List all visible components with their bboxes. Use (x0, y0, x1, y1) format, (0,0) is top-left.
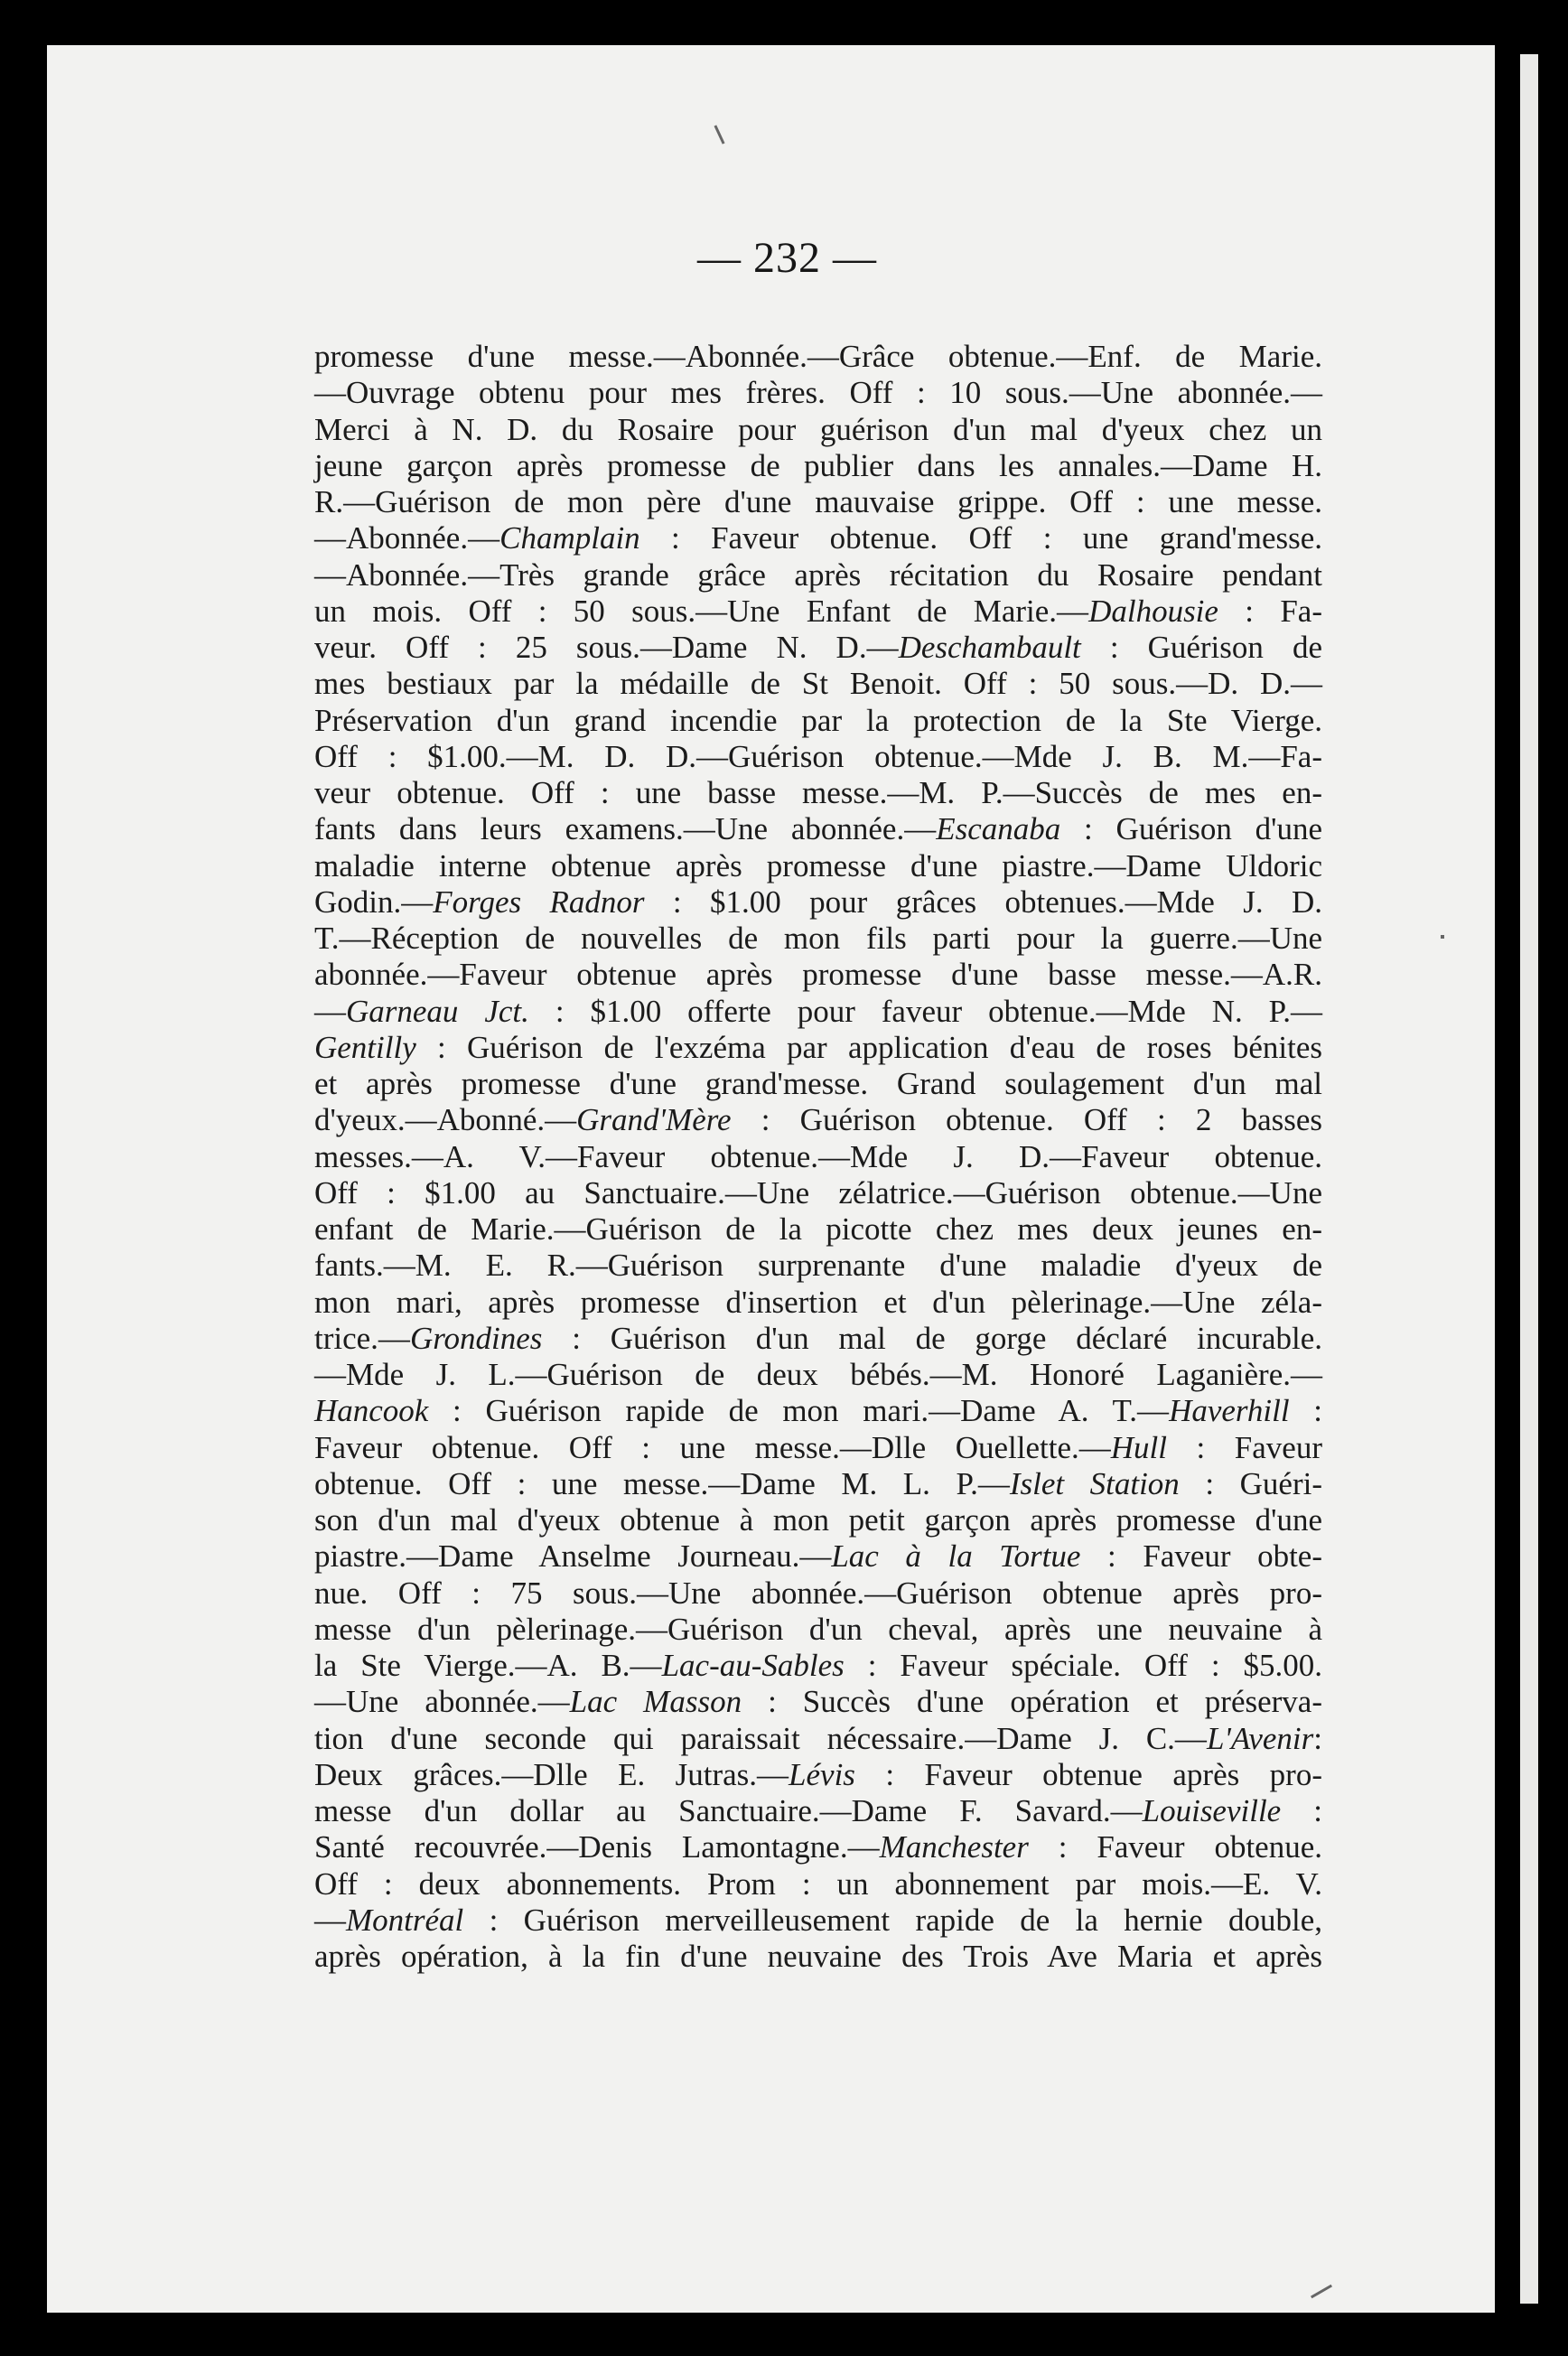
text-line (314, 703, 1322, 739)
text-line (314, 1102, 1322, 1138)
text-segment: : $1.00 pour grâces obtenues.—Mde J. D. (644, 884, 1323, 920)
text-segment: : Guérison d'une (1060, 811, 1322, 847)
text-segment: Préservation d'un grand incendie par la protection de la Ste Vierge. (314, 702, 1322, 738)
text-segment: : Guérison rapide de mon mari.—Dame A. T.— (428, 1393, 1170, 1429)
text-line (314, 1612, 1322, 1648)
text-line (314, 1466, 1322, 1502)
place-name: Escanaba (936, 811, 1061, 847)
text-segment: —Ouvrage obtenu pour mes frères. Off : 10 sous.—Une abonnée.— (314, 375, 1322, 411)
text-line (314, 957, 1322, 993)
text-segment: Off : $1.00 au Sanctuaire.—Une zélatrice.—Guérison obtenue.—Une (314, 1174, 1322, 1211)
text-line (314, 921, 1322, 957)
text-line (314, 775, 1322, 811)
text-line (314, 484, 1322, 520)
text-line (314, 1757, 1322, 1793)
place-name: Lac à la Tortue (831, 1538, 1081, 1575)
text-line (314, 1175, 1322, 1211)
text-segment: : Faveur (1167, 1429, 1322, 1465)
place-name: Hancook (314, 1393, 429, 1429)
text-line (314, 994, 1322, 1030)
text-segment: veur. Off : 25 sous.—Dame N. D.— (314, 630, 899, 665)
text-line (314, 739, 1322, 775)
text-line (314, 1575, 1322, 1612)
place-name: Garneau Jct. (346, 993, 529, 1029)
text-segment: : Faveur obtenue. Off : une grand'messe. (639, 520, 1322, 556)
text-line (314, 1939, 1322, 1975)
text-segment: un mois. Off : 50 sous.—Une Enfant de Marie.— (314, 593, 1089, 629)
text-segment: enfant de Marie.—Guérison de la picotte chez mes deux jeunes en- (314, 1211, 1322, 1247)
text-segment: R.—Guérison de mon père d'une mauvaise grippe. Off : une messe. (314, 484, 1322, 519)
text-line (314, 811, 1322, 847)
text-segment: : Guérison merveilleusement rapide de la hernie double, (463, 1902, 1322, 1938)
text-segment: : Faveur spéciale. Off : $5.00. (844, 1648, 1322, 1683)
text-segment: : Guérison obtenue. Off : 2 basses (731, 1102, 1322, 1138)
text-line (314, 1866, 1322, 1903)
text-segment: Godin.— (314, 884, 434, 920)
text-line (314, 375, 1322, 411)
text-segment: tion d'une seconde qui paraissait nécessaire.—Dame J. C.— (314, 1720, 1207, 1756)
scan-speck (1441, 935, 1444, 939)
page-number: — 232 — (697, 234, 877, 282)
place-name: Islet Station (1009, 1465, 1180, 1501)
text-line (314, 1903, 1322, 1939)
text-segment: son d'un mal d'yeux obtenue à mon petit garçon après promesse d'une (314, 1502, 1322, 1538)
place-name: Dalhousie (1088, 593, 1218, 629)
text-line (314, 594, 1322, 630)
text-line (314, 1139, 1322, 1175)
place-name: Grand'Mère (576, 1102, 732, 1138)
text-segment: nue. Off : 75 sous.—Une abonnée.—Guérison obtenue après pro- (314, 1575, 1322, 1611)
place-name: Deschambault (898, 630, 1081, 665)
place-name: Montréal (346, 1902, 464, 1938)
place-name: Grondines (409, 1320, 543, 1356)
text-segment: — (314, 993, 346, 1029)
text-line (314, 1684, 1322, 1720)
text-segment: après opération, à la fin d'une neuvaine des Trois Ave Maria et après (314, 1939, 1322, 1974)
text-line (314, 412, 1322, 448)
text-segment: : Guérison de l'exzéma par application d'eau de roses bénites (415, 1029, 1322, 1065)
text-segment: mes bestiaux par la médaille de St Benoit. Off : 50 sous.—D. D.— (314, 666, 1322, 702)
text-segment: Off : deux abonnements. Prom : un abonnement par mois.—E. V. (314, 1865, 1322, 1902)
place-name: Lévis (789, 1756, 855, 1792)
text-segment: messe d'un dollar au Sanctuaire.—Dame F. Savard.— (314, 1793, 1143, 1828)
text-line (314, 1793, 1322, 1829)
text-segment: — (314, 1902, 346, 1938)
text-line (314, 1538, 1322, 1575)
place-name: Lac-au-Sables (661, 1648, 845, 1683)
place-name: Louiseville (1142, 1793, 1282, 1828)
text-segment: d'yeux.—Abonné.— (314, 1102, 577, 1138)
body-text (314, 339, 1322, 1975)
text-segment: : (1281, 1793, 1322, 1828)
text-segment: : Guéri- (1179, 1465, 1322, 1501)
text-line (314, 1030, 1322, 1066)
text-segment: la Ste Vierge.—A. B.— (314, 1648, 662, 1683)
text-line (314, 1211, 1322, 1248)
text-segment: et après promesse d'une grand'messe. Grand soulagement d'un mal (314, 1066, 1322, 1101)
text-segment: Off : $1.00.—M. D. D.—Guérison obtenue.—Mde J. B. M.—Fa- (314, 738, 1322, 774)
text-segment: : $1.00 offerte pour faveur obtenue.—Mde N. P.— (528, 993, 1322, 1029)
text-line (314, 1721, 1322, 1757)
text-segment: mon mari, après promesse d'insertion et d'un pèlerinage.—Une zéla- (314, 1284, 1322, 1320)
text-line (314, 1502, 1322, 1538)
text-segment: —Une abonnée.— (314, 1684, 570, 1720)
text-segment: Faveur obtenue. Off : une messe.—Dlle Ouellette.— (314, 1429, 1111, 1465)
text-line (314, 557, 1322, 594)
text-segment: : (1313, 1720, 1322, 1756)
text-segment: —Abonnée.—Très grande grâce après récitation du Rosaire pendant (314, 556, 1322, 593)
place-name: Manchester (879, 1829, 1029, 1865)
text-segment: fants dans leurs examens.—Une abonnée.— (314, 811, 937, 847)
text-segment: : Faveur obte- (1080, 1538, 1322, 1575)
text-line (314, 520, 1322, 556)
place-name: Forges Radnor (433, 884, 645, 920)
text-line (314, 1321, 1322, 1357)
text-line (314, 1248, 1322, 1284)
text-segment: abonnée.—Faveur obtenue après promesse d'une basse messe.—A.R. (314, 957, 1322, 993)
text-segment: veur obtenue. Off : une basse messe.—M. P.—Succès de mes en- (314, 775, 1322, 810)
text-segment: : Faveur obtenue après pro- (854, 1756, 1322, 1792)
text-segment: T.—Réception de nouvelles de mon fils parti pour la guerre.—Une (314, 921, 1322, 956)
text-segment: : Guérison de (1080, 630, 1322, 665)
text-segment: messes.—A. V.—Faveur obtenue.—Mde J. D.—Faveur obtenue. (314, 1138, 1322, 1174)
text-line (314, 848, 1322, 884)
text-segment: promesse d'une messe.—Abonnée.—Grâce obtenue.—Enf. de Marie. (314, 339, 1322, 374)
text-line (314, 666, 1322, 702)
place-name: Hull (1110, 1429, 1167, 1465)
text-line (314, 448, 1322, 484)
text-segment: fants.—M. E. R.—Guérison surprenante d'une maladie d'yeux de (314, 1248, 1322, 1284)
text-segment: —Mde J. L.—Guérison de deux bébés.—M. Honoré Laganière.— (314, 1357, 1322, 1392)
text-line (314, 1285, 1322, 1321)
text-segment: Deux grâces.—Dlle E. Jutras.— (314, 1756, 789, 1792)
text-line (314, 1066, 1322, 1102)
text-segment: : Faveur obtenue. (1028, 1829, 1323, 1865)
text-segment: jeune garçon après promesse de publier dans les annales.—Dame H. (314, 447, 1322, 483)
place-name: Lac Masson (569, 1684, 742, 1720)
next-page-edge (1520, 54, 1538, 2304)
text-segment: —Abonnée.— (314, 520, 500, 556)
text-segment: : Fa- (1218, 593, 1322, 629)
text-line (314, 884, 1322, 921)
text-line (314, 1393, 1322, 1429)
text-segment: maladie interne obtenue après promesse d'une piastre.—Dame Uldoric (314, 847, 1322, 884)
text-segment: piastre.—Dame Anselme Journeau.— (314, 1538, 832, 1575)
place-name: L'Avenir (1206, 1720, 1314, 1756)
text-segment: Merci à N. D. du Rosaire pour guérison d'un mal d'yeux chez un (314, 411, 1322, 447)
text-line (314, 1648, 1322, 1684)
text-segment: trice.— (314, 1320, 410, 1356)
place-name: Haverhill (1169, 1393, 1290, 1429)
place-name: Champlain (499, 520, 640, 556)
text-line (314, 339, 1322, 375)
text-segment: : Succès d'une opération et préserva- (742, 1684, 1322, 1720)
text-segment: : Guérison d'un mal de gorge déclaré incurable. (542, 1320, 1322, 1356)
text-line (314, 1430, 1322, 1466)
place-name: Gentilly (314, 1029, 416, 1065)
text-line (314, 1829, 1322, 1865)
text-segment: Santé recouvrée.—Denis Lamontagne.— (314, 1829, 880, 1865)
text-segment: messe d'un pèlerinage.—Guérison d'un cheval, après une neuvaine à (314, 1611, 1322, 1647)
text-line (314, 630, 1322, 666)
text-segment: obtenue. Off : une messe.—Dame M. L. P.— (314, 1465, 1010, 1501)
text-line (314, 1357, 1322, 1393)
text-segment: : (1289, 1393, 1322, 1429)
